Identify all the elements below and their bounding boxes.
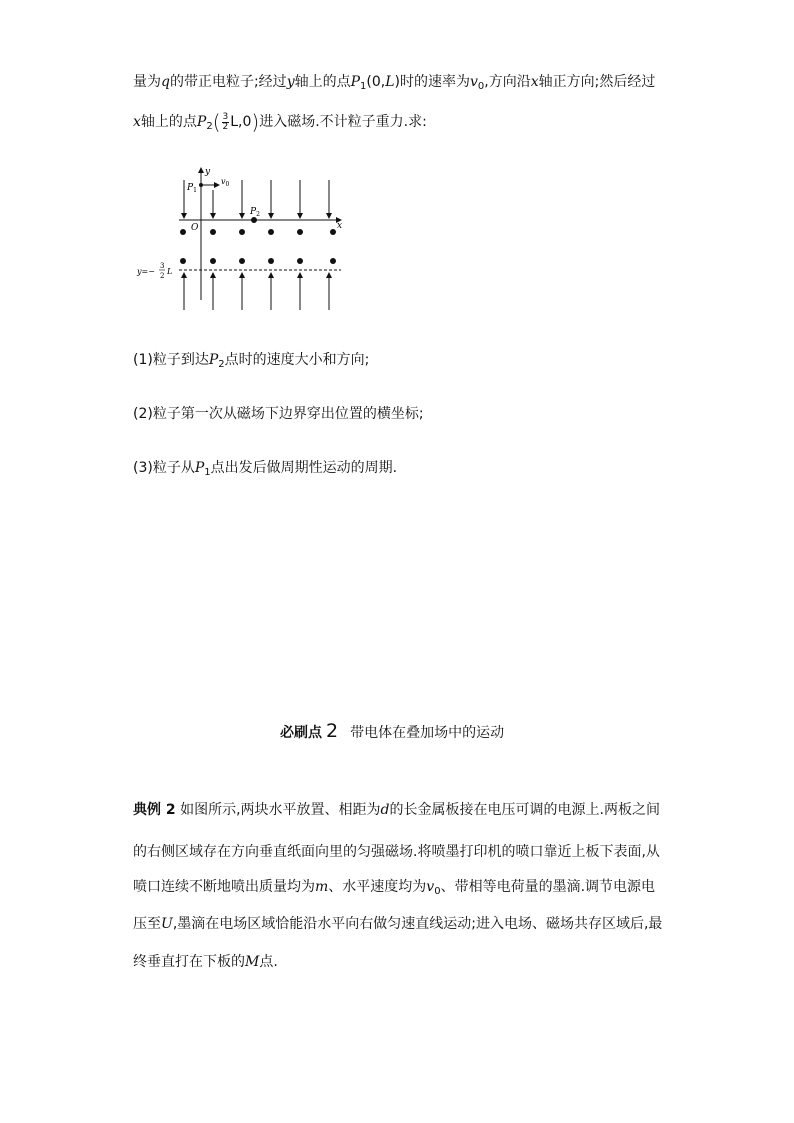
- text: (0,: [366, 74, 386, 90]
- example2-line-2: 的右侧区域存在方向垂直纸面向里的匀强磁场.将喷墨打印机的喷口靠近上板下表面,从: [133, 844, 660, 860]
- var-y: y: [286, 74, 295, 90]
- label-boundary-L: L: [167, 267, 173, 276]
- magnetic-field-figure: [133, 160, 353, 320]
- label-P2: $P_2$: [250, 207, 260, 218]
- question-3: (3)粒子从$P_1$点出发后做周期性运动的周期.: [133, 460, 398, 478]
- sub: 2: [206, 121, 213, 132]
- var-L: L: [385, 74, 395, 90]
- problem-line-1: [133, 72, 655, 97]
- section-heading: [280, 720, 504, 742]
- label-origin: O: [191, 223, 199, 233]
- text: 轴上的点: [140, 114, 197, 130]
- text: 轴上的点: [294, 74, 351, 90]
- text: 的带正电粒子;经过: [169, 74, 287, 90]
- text: 进入磁场.不计粒子重力.求:: [259, 114, 427, 130]
- section-title: 带电体在叠加场中的运动: [350, 725, 505, 741]
- label-P1: $P_1$: [187, 183, 197, 194]
- problem-line-2: x轴上的点$P_2$( $\frac{3}{2}$ L,0)进入磁场.不计粒子重力.求:: [133, 110, 427, 134]
- label-v0: $v_0$: [221, 177, 230, 188]
- var-x: x: [133, 114, 141, 130]
- example2-line-1: 典例 2 如图所示,两块水平放置、相距为d的长金属板接在电压可调的电源上.两板之间: [133, 802, 660, 818]
- question-2: (2)粒子第一次从磁场下边界穿出位置的横坐标;: [133, 406, 424, 422]
- fraction: $\frac{3}{2}$: [222, 111, 229, 132]
- text: L,0: [230, 114, 252, 130]
- var-v: v: [470, 74, 478, 90]
- question-1: (1)粒子到达$P_2$点时的速度大小和方向;: [133, 352, 370, 370]
- example2-line-5: 终垂直打在下板的M点.: [133, 954, 278, 970]
- text: 轴正方向;然后经过: [538, 74, 656, 90]
- text: )时的速率为: [394, 74, 470, 90]
- example2-line-4: 压至U,墨滴在电场区域恰能沿水平向右做匀速直线运动;进入电场、磁场共存区域后,最: [133, 916, 663, 932]
- var-P1: P: [350, 74, 361, 90]
- label-x: x: [337, 221, 343, 231]
- label-boundary-den: 2: [160, 272, 165, 280]
- section-number: 2: [326, 720, 339, 742]
- example2-line-3: 喷口连续不断地喷出质量均为m、水平速度均为$v_0$、带相等电荷量的墨滴.调节电源电: [133, 879, 656, 897]
- section-label: 必刷点: [280, 725, 322, 741]
- text: 量为: [133, 74, 161, 90]
- field-arrows-up: [184, 273, 329, 310]
- var-x: x: [530, 74, 539, 90]
- text: ,方向沿: [484, 74, 531, 90]
- var-q: q: [161, 74, 170, 90]
- var-P2: P: [196, 114, 207, 130]
- label-boundary: y=−: [137, 267, 155, 276]
- label-boundary-num: 3: [160, 262, 165, 270]
- sub: 0: [477, 81, 485, 92]
- label-y: y: [205, 167, 211, 177]
- magnetic-field-dots: [180, 229, 336, 264]
- point-P1: [199, 183, 203, 187]
- example-label: 典例 2: [133, 802, 176, 818]
- sub: 1: [360, 81, 367, 92]
